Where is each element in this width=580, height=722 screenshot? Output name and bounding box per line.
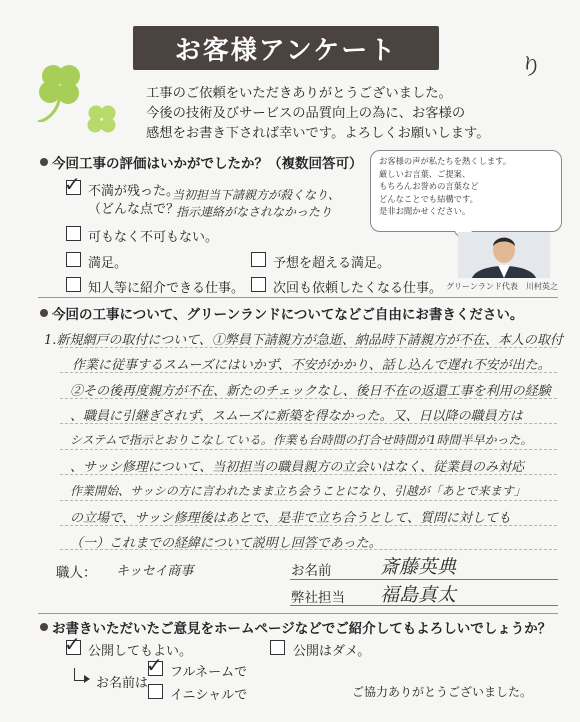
occupation-value: キッセイ商事 (116, 564, 194, 579)
handwritten-comment-line: 、職員に引継ぎされず、スムーズに新築を得なかった。又、日以降の職員方は (70, 409, 523, 424)
initials-label: イニシャルで (170, 688, 248, 703)
option-recommendable-label: 知人等に紹介できる仕事。 (88, 281, 245, 296)
question3-heading (40, 617, 551, 637)
corner-handwritten-mark: り (520, 55, 543, 80)
bullet-icon (40, 158, 48, 166)
handwritten-answer-line1: 当初担当下請親方が殺くなり、 (172, 188, 341, 202)
page-title: お客様アンケート (133, 26, 439, 70)
check-mark-icon: ✓ (64, 632, 81, 656)
question3-heading-text: お書きいただいたご意見をホームページなどでご紹介してもよろしいでしょうか？ (52, 621, 552, 637)
bullet-icon (40, 309, 48, 317)
section-divider (38, 613, 558, 614)
footer-thanks: ご協力ありがとうございました。 (352, 685, 533, 699)
check-mark-icon: ✓ (64, 172, 81, 196)
photo-caption: グリーンランド代表 川村英之 (446, 282, 558, 291)
handwritten-comment-line: システムで指示とおりこなしている。作業も台時間の打合せ時間が1時間半早かった。 (70, 433, 533, 447)
question1-heading-text: 今回工事の評価はいかがでしたか？（複数回答可） (52, 156, 363, 172)
small-clover-icon (80, 100, 126, 144)
ruled-line (60, 500, 557, 501)
option-request-again-label: 次回も依頼したくなる仕事。 (273, 281, 443, 296)
checkbox-initials[interactable] (148, 684, 163, 699)
handwritten-comment-line: ②その後再度親方が不在、新たのチェックなし、後日不在の返還工事を利用の経験 (70, 384, 551, 399)
question1-heading (40, 152, 363, 172)
which-point-label: （どんな点で？ (88, 202, 180, 217)
publish-ng-label: 公開はダメ。 (293, 644, 371, 659)
fullname-label: フルネームで (170, 665, 248, 680)
question2-heading-text: 今回の工事について、グリーンランドについてなどご自由にお書きください。 (52, 307, 524, 323)
occupation-label: 職人： (56, 565, 97, 581)
check-mark-icon: ✓ (146, 653, 163, 677)
option-beyond-expectation-label: 予想を超える満足。 (273, 256, 391, 271)
handwritten-comment-line: 作業に従事するスムーズにはいかず、不安がかかり、話し込んで遅れ不安が出た。 (72, 358, 551, 373)
portrait-image (458, 232, 550, 278)
customer-name: 斎藤英典 (380, 556, 457, 578)
handwritten-comment-line: 作業開始、サッシの方に言われたまま立ち会うことになり、引越が「あとで来ます」 (70, 484, 526, 498)
intro-text: 工事のご依頼をいただきありがとうございました。 今後の技術及びサービスの品質向上の為に、お客様の 感想をお書き下されば幸いです。よろしくお願いします。 (146, 86, 490, 141)
checkbox-request-again[interactable] (251, 277, 266, 292)
name-format-label: お名前は (96, 676, 149, 691)
option-dissatisfied-label: 不満が残った。 (88, 184, 180, 199)
checkbox-neutral[interactable] (66, 226, 81, 241)
name-label: お名前 (291, 563, 332, 579)
staff-name: 福島真太 (380, 584, 457, 606)
handwritten-comment-line: （一）これまでの経緯について説明し回答であった。 (70, 536, 382, 551)
handwritten-comment-line: 1.新規網戸の取付について、①弊員下請親方が急逝、納品時下請親方が不在、本人の取付 (44, 333, 563, 348)
staff-underline (290, 605, 558, 606)
bullet-icon (40, 623, 48, 631)
checkbox-beyond-expectation[interactable] (251, 252, 266, 267)
publish-ok-label: 公開してもよい。 (88, 644, 193, 659)
ruled-line (60, 449, 557, 450)
checkbox-recommendable[interactable] (66, 277, 81, 292)
staff-label: 弊社担当 (291, 590, 345, 606)
option-satisfied-label: 満足。 (88, 256, 128, 271)
option-neutral-label: 可もなく不可もない。 (88, 230, 219, 245)
question2-heading (40, 303, 523, 323)
section-divider (38, 297, 558, 298)
speech-bubble: お客様の声が私たちを熱くします。 厳しいお言葉、ご提案、 もちろんお誉めの言葉など どんなことでも結構です。 是非お聞かせください。 (370, 150, 562, 232)
handwritten-answer-line2: 指示連絡がなされなかったり (176, 205, 333, 219)
checkbox-satisfied[interactable] (66, 252, 81, 267)
handwritten-comment-line: 、サッシ修理について、当初担当の職員親方の立会いはなく、従業員のみ対応 (70, 460, 524, 475)
president-photo (458, 232, 550, 278)
handwritten-comment-line: の立場で、サッシ修理後はあとで、是非で立ち合うとして、質問に対しても (70, 511, 511, 526)
arrow-head-icon (84, 675, 90, 683)
checkbox-publish-ng[interactable] (270, 640, 285, 655)
